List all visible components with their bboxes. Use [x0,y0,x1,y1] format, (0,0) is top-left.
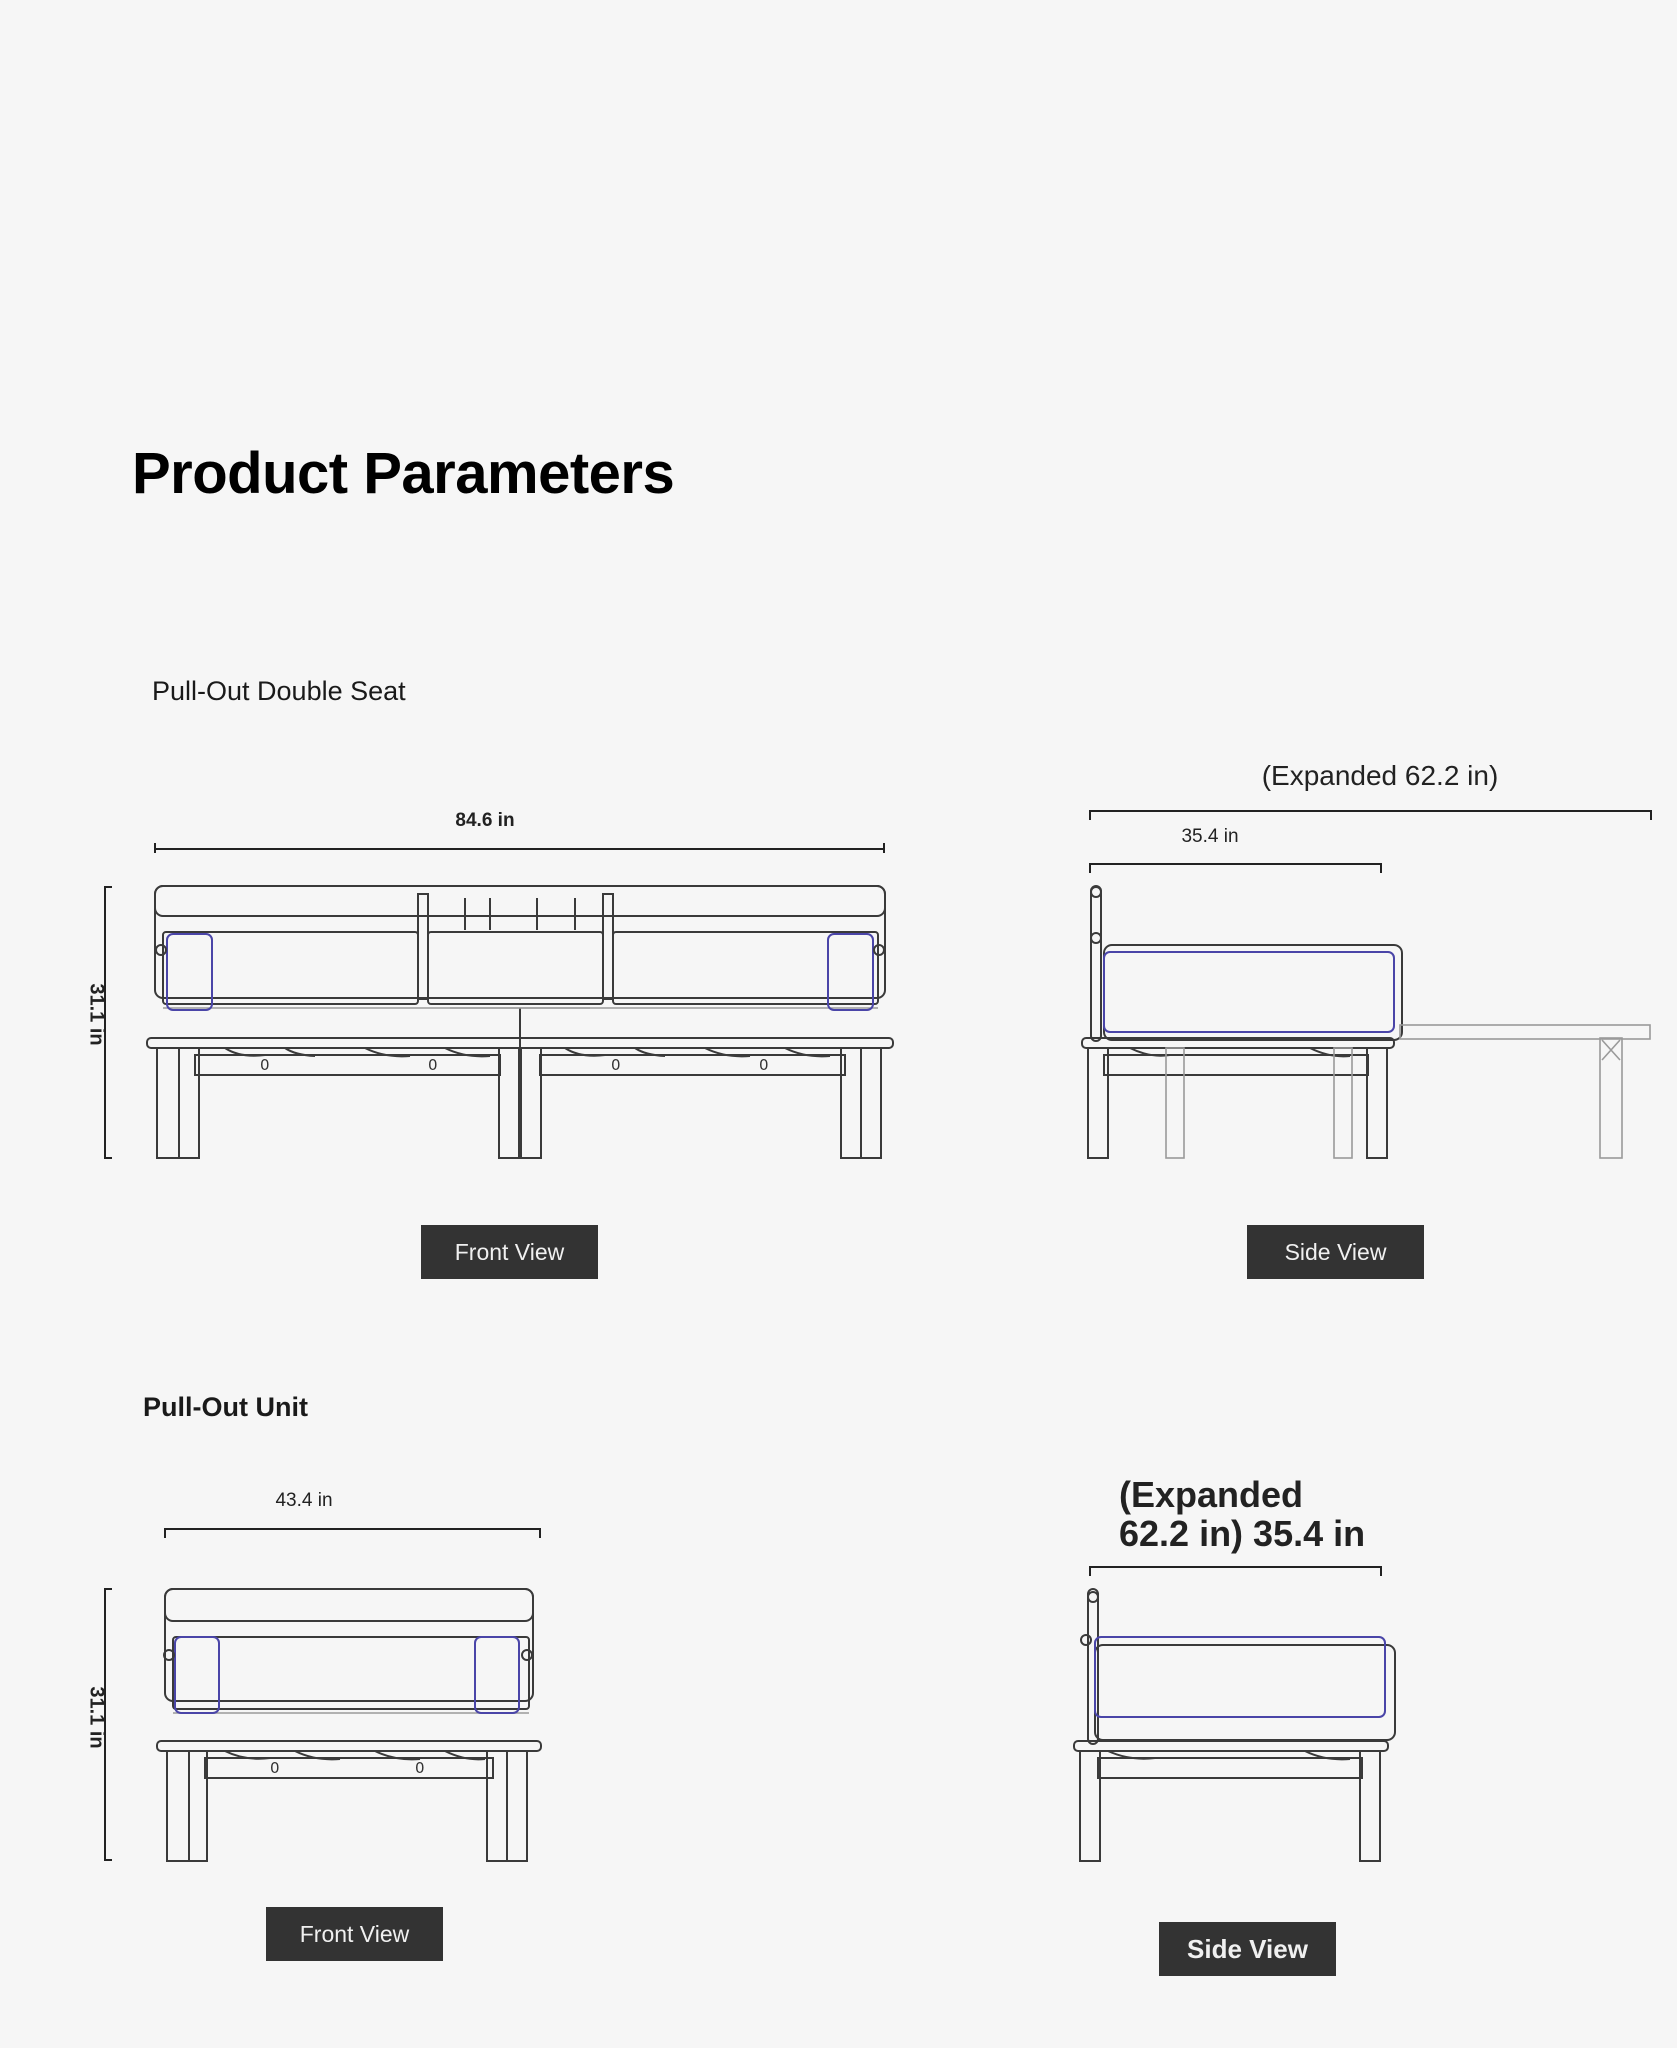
unit-front-width-label: 43.4 in [275,1490,333,1511]
front-view-button-double-seat[interactable]: Front View [421,1225,598,1279]
unit-front-width-tick-right [539,1528,541,1538]
front-width-line [154,848,884,850]
front-width-tick-left [154,843,156,853]
front-width-label: 84.6 in [455,810,515,831]
side-view-button-double-seat[interactable]: Side View [1247,1225,1424,1279]
page-title: Product Parameters [132,441,675,506]
front-width-tick-right [883,843,885,853]
section-title-double-seat: Pull-Out Double Seat [152,676,406,706]
side-expanded-line [1089,810,1651,812]
side-depth-line [1089,863,1381,865]
front-height-tick-bottom [104,1157,112,1159]
svg-text:0: 0 [611,1056,621,1074]
unit-side-depth-tick-right [1380,1566,1382,1576]
side-expanded-label: (Expanded 62.2 in) [1261,760,1499,791]
front-height-tick-top [104,886,112,888]
double-seat-side-drawing [1080,880,1660,1160]
unit-front-height-tick-bottom [104,1859,112,1861]
unit-side-depth-tick-left [1089,1566,1091,1576]
unit-side-expanded-line1: (Expanded [1119,1474,1304,1515]
svg-text:0: 0 [270,1759,280,1777]
front-view-button-unit[interactable]: Front View [266,1907,443,1961]
section-title-unit: Pull-Out Unit [143,1392,308,1422]
side-depth-tick-left [1089,863,1091,873]
unit-side-depth-line [1089,1566,1381,1568]
svg-text:0: 0 [428,1056,438,1074]
side-depth-label: 35.4 in [1181,826,1239,847]
svg-text:0: 0 [415,1759,425,1777]
unit-front-height-label: 31.1 in [85,1686,108,1749]
front-height-label: 31.1 in [85,983,108,1046]
unit-side-drawing [1070,1585,1400,1865]
unit-front-width-tick-left [164,1528,166,1538]
svg-text:0: 0 [759,1056,769,1074]
unit-front-drawing [155,1585,545,1865]
side-expanded-tick-right [1650,810,1652,820]
unit-front-width-line [164,1528,540,1530]
side-view-button-unit[interactable]: Side View [1159,1922,1336,1976]
unit-side-expanded-line2: 62.2 in) 35.4 in [1119,1513,1366,1554]
svg-text:0: 0 [260,1056,270,1074]
double-seat-front-drawing [145,880,895,1160]
side-depth-tick-right [1380,863,1382,873]
side-expanded-tick-left [1089,810,1091,820]
unit-front-height-tick-top [104,1588,112,1590]
